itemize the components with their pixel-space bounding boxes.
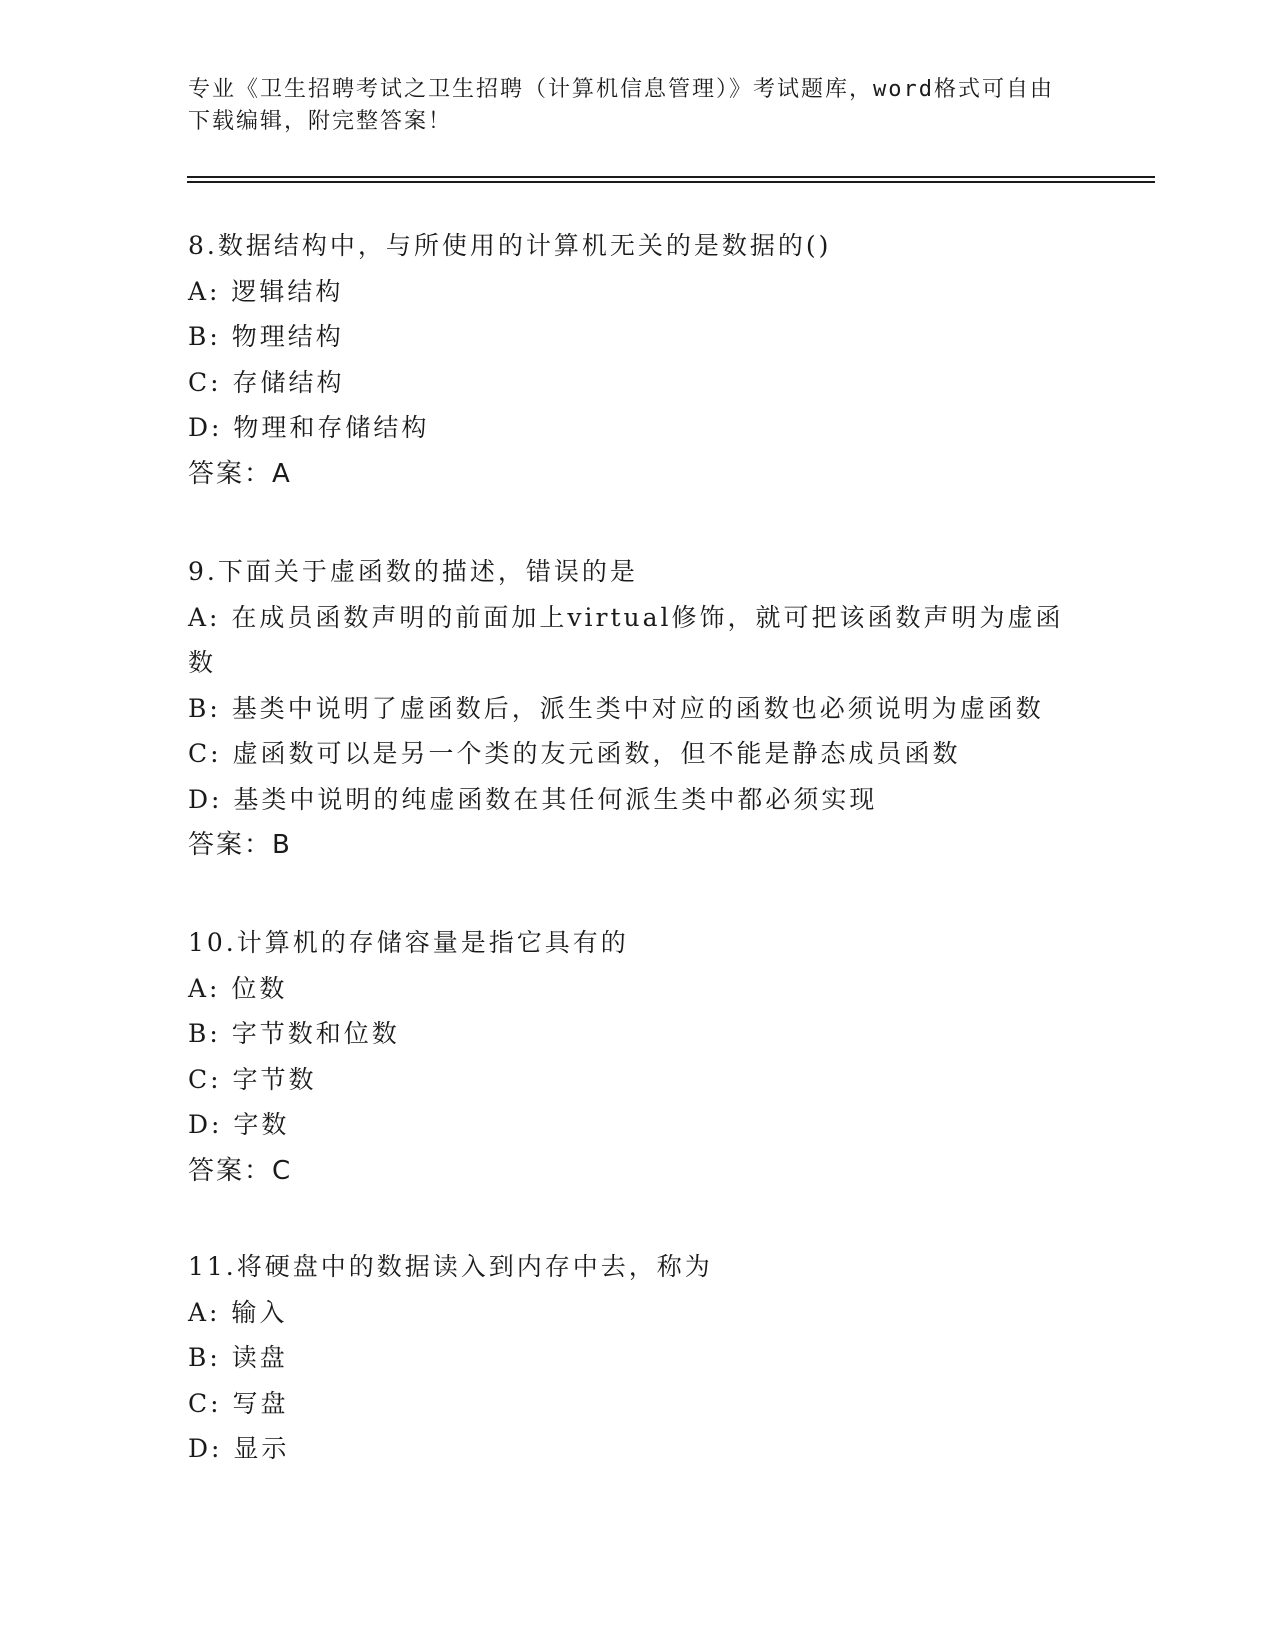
question-11 (188, 1244, 1088, 1472)
option-c: C: 虚函数可以是另一个类的友元函数，但不能是静态成员函数 (188, 739, 961, 768)
option-d: D: 基类中说明的纯虚函数在其任何派生类中都必须实现 (188, 784, 878, 814)
option-a: A: 在成员函数声明的前面加上virtual修饰，就可把该函数声明为虚函数 (188, 602, 1064, 677)
question-9 (188, 549, 1088, 868)
answer: 答案：A (188, 458, 292, 489)
question-stem: 10.计算机的存储容量是指它具有的 (188, 928, 629, 957)
option-c: C: 字节数 (188, 1064, 317, 1094)
document-intro: 专业《卫生招聘考试之卫生招聘（计算机信息管理）》考试题库，word格式可自由下载编辑，附完整答案！ (188, 77, 1054, 134)
option-b: B: 读盘 (188, 1343, 288, 1372)
option-b: B: 基类中说明了虚函数后，派生类中对应的函数也必须说明为虚函数 (188, 693, 1044, 723)
option-b: B: 物理结构 (188, 322, 344, 351)
question-stem: 8.数据结构中，与所使用的计算机无关的是数据的() (188, 231, 832, 260)
option-c: C: 存储结构 (188, 367, 345, 397)
option-a: A: 位数 (188, 973, 288, 1003)
answer: 答案：B (188, 830, 292, 860)
question-stem: 9.下面关于虚函数的描述，错误的是 (188, 557, 638, 586)
option-c: C: 写盘 (188, 1388, 289, 1418)
question-stem: 11.将硬盘中的数据读入到内存中去，称为 (188, 1252, 713, 1281)
option-d: D: 物理和存储结构 (188, 413, 430, 442)
option-a: A: 输入 (188, 1297, 288, 1327)
option-d: D: 显示 (188, 1434, 290, 1463)
option-d: D: 字数 (188, 1110, 290, 1139)
option-a: A: 逻辑结构 (188, 276, 344, 306)
question-8 (188, 223, 1088, 497)
option-b: B: 字节数和位数 (188, 1019, 400, 1048)
answer: 答案：C (188, 1155, 293, 1186)
divider-bottom (187, 181, 1155, 183)
divider-top (187, 176, 1155, 178)
question-10 (188, 920, 1088, 1194)
